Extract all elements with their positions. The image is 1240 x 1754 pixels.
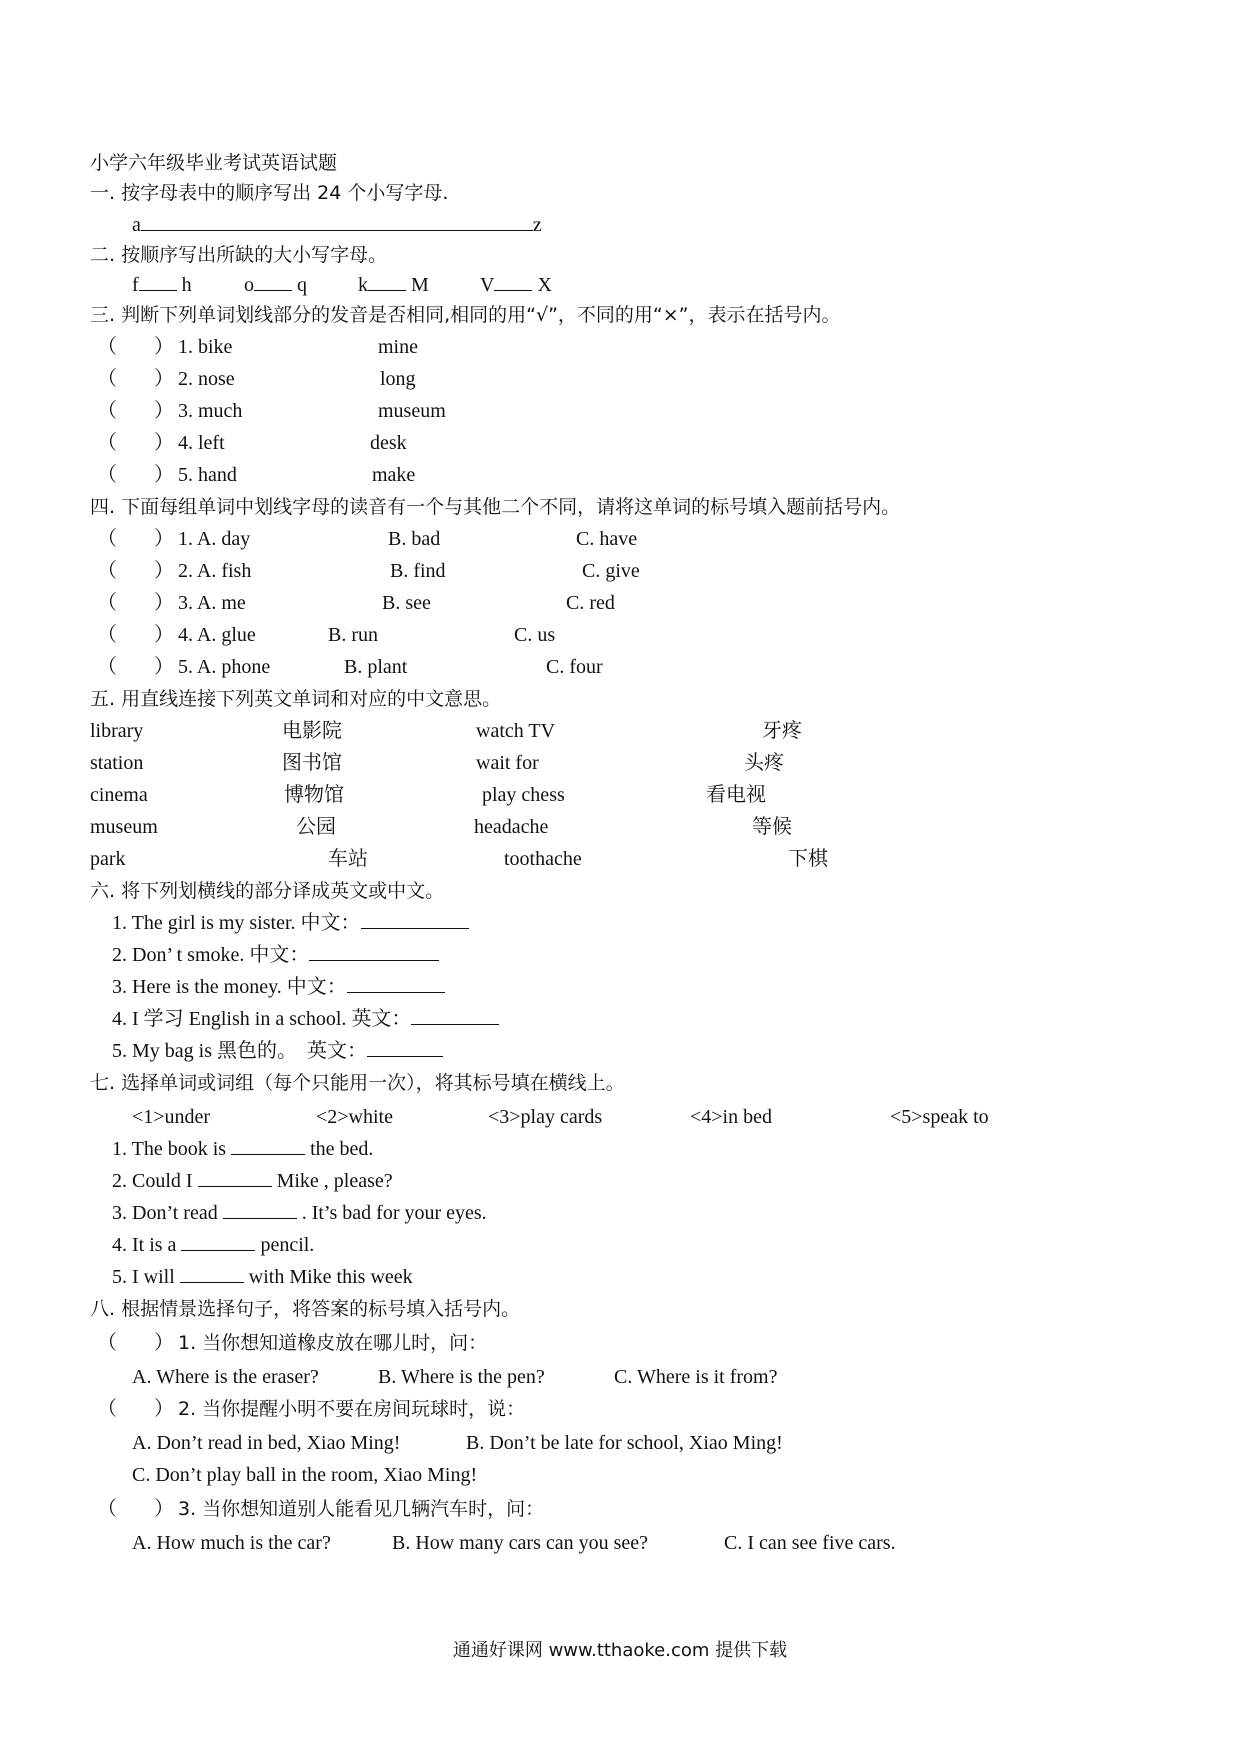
chinese-word[interactable]: 下棋 xyxy=(788,848,828,870)
alphabet-line xyxy=(132,212,542,238)
english-word[interactable]: wait for xyxy=(476,752,539,774)
page-footer: 通通好课网 www.tthaoke.com 提供下载 xyxy=(452,1640,788,1661)
word-option: <4>in bed xyxy=(690,1106,772,1128)
answer-blank[interactable] xyxy=(361,910,469,929)
answer-blank[interactable] xyxy=(309,942,439,961)
answer-option: C. Where is it from? xyxy=(614,1366,778,1388)
alphabet-start: a xyxy=(132,214,141,236)
section-8-heading: 八. 根据情景选择句子，将答案的标号填入括号内。 xyxy=(90,1298,521,1320)
paren-open[interactable]: （ xyxy=(97,400,117,422)
paren-open[interactable]: （ xyxy=(97,656,117,678)
translation-item xyxy=(112,974,445,1000)
english-word[interactable]: museum xyxy=(90,816,158,838)
paren-close: ） xyxy=(154,336,174,358)
option: C. red xyxy=(566,592,615,614)
chinese-word[interactable]: 电影院 xyxy=(282,720,342,742)
answer-option: A. How much is the car? xyxy=(132,1532,331,1554)
chinese-word[interactable]: 车站 xyxy=(328,848,368,870)
section-7-heading: 七. 选择单词或词组（每个只能用一次），将其标号填在横线上。 xyxy=(90,1072,625,1094)
alphabet-blank[interactable] xyxy=(141,212,533,231)
word-option: <3>play cards xyxy=(488,1106,603,1128)
option: 2. A. fish xyxy=(178,560,252,582)
letter-blank[interactable] xyxy=(139,272,177,291)
word: 2. nose xyxy=(178,368,235,390)
answer-option: C. Don’t play ball in the room, Xiao Ming! xyxy=(132,1464,478,1486)
word: desk xyxy=(370,432,407,454)
paren-close: ） xyxy=(154,656,174,678)
section-1-heading: 一. 按字母表中的顺序写出 24 个小写字母. xyxy=(90,182,449,204)
answer-option: B. How many cars can you see? xyxy=(392,1532,649,1554)
item-text: 5. I will xyxy=(112,1266,175,1288)
question: 3. 当你想知道别人能看见几辆汽车时，问： xyxy=(178,1498,545,1520)
missing-letter-item xyxy=(480,272,552,298)
letter-blank[interactable] xyxy=(494,272,532,291)
fill-item xyxy=(112,1168,393,1194)
answer-option: A. Don’t read in bed, Xiao Ming! xyxy=(132,1432,401,1454)
fill-item xyxy=(112,1232,314,1258)
answer-blank[interactable] xyxy=(181,1232,255,1251)
item-text: 4. It is a xyxy=(112,1234,177,1256)
translation-item xyxy=(112,1006,499,1032)
item-text: the bed. xyxy=(310,1138,374,1160)
chinese-word[interactable]: 牙疼 xyxy=(762,720,802,742)
option: 3. A. me xyxy=(178,592,246,614)
letter: k xyxy=(358,274,368,296)
word: 1. bike xyxy=(178,336,233,358)
letter: M xyxy=(411,274,429,296)
translation-item xyxy=(112,1038,443,1064)
word: mine xyxy=(378,336,418,358)
chinese-word[interactable]: 看电视 xyxy=(706,784,766,806)
chinese-word[interactable]: 博物馆 xyxy=(284,784,344,806)
question: 1. 当你想知道橡皮放在哪儿时，问： xyxy=(178,1332,488,1354)
page-title: 小学六年级毕业考试英语试题 xyxy=(90,152,338,174)
answer-option: B. Where is the pen? xyxy=(378,1366,545,1388)
chinese-word[interactable]: 图书馆 xyxy=(282,752,342,774)
item-text: with Mike this week xyxy=(248,1266,413,1288)
word: 4. left xyxy=(178,432,225,454)
paren-open[interactable]: （ xyxy=(97,528,117,550)
paren-close: ） xyxy=(154,368,174,390)
item-text: Mike , please? xyxy=(276,1170,393,1192)
answer-blank[interactable] xyxy=(180,1264,244,1283)
item-label: 英文： xyxy=(307,1040,367,1062)
option: B. run xyxy=(328,624,378,646)
word-option: <1>under xyxy=(132,1106,211,1128)
paren-close: ） xyxy=(154,560,174,582)
paren-open[interactable]: （ xyxy=(97,464,117,486)
translation-item xyxy=(112,942,439,968)
missing-letter-item xyxy=(358,272,429,298)
paren-close: ） xyxy=(154,400,174,422)
item-text: 1. The girl is my sister. xyxy=(112,912,296,934)
missing-letter-item xyxy=(244,272,307,298)
word: 3. much xyxy=(178,400,243,422)
item-text: 2. Don’ t smoke. xyxy=(112,944,245,966)
item-text: 4. I 学习 English in a school. xyxy=(112,1008,347,1030)
paren-open[interactable]: （ xyxy=(97,1332,117,1354)
paren-close: ） xyxy=(154,592,174,614)
letter: X xyxy=(537,274,552,296)
answer-blank[interactable] xyxy=(367,1038,443,1057)
word: museum xyxy=(378,400,446,422)
answer-blank[interactable] xyxy=(231,1136,305,1155)
paren-open[interactable]: （ xyxy=(97,592,117,614)
english-word[interactable]: play chess xyxy=(482,784,565,806)
paren-close: ） xyxy=(154,464,174,486)
option: C. have xyxy=(576,528,638,550)
word: long xyxy=(380,368,416,390)
answer-option: B. Don’t be late for school, Xiao Ming! xyxy=(466,1432,783,1454)
item-text: pencil. xyxy=(260,1234,315,1256)
section-6-heading: 六. 将下列划横线的部分译成英文或中文。 xyxy=(90,880,445,902)
word: make xyxy=(372,464,416,486)
section-5-heading: 五. 用直线连接下列英文单词和对应的中文意思。 xyxy=(90,688,502,710)
paren-open[interactable]: （ xyxy=(97,368,117,390)
item-text: 3. Don’t read xyxy=(112,1202,218,1224)
missing-letter-item xyxy=(132,272,192,298)
option: B. plant xyxy=(344,656,408,678)
alphabet-end: z xyxy=(532,214,542,236)
chinese-word[interactable]: 头疼 xyxy=(744,752,784,774)
answer-blank[interactable] xyxy=(411,1006,499,1025)
chinese-word[interactable]: 等候 xyxy=(752,816,792,838)
paren-open[interactable]: （ xyxy=(97,624,117,646)
section-4-heading: 四. 下面每组单词中划线字母的读音有一个与其他二个不同，请将这单词的标号填入题前括号内。 xyxy=(90,496,901,518)
fill-item xyxy=(112,1264,413,1290)
fill-item xyxy=(112,1200,487,1226)
answer-blank[interactable] xyxy=(223,1200,297,1219)
paren-open[interactable]: （ xyxy=(97,560,117,582)
item-text: 2. Could I xyxy=(112,1170,193,1192)
word: 5. hand xyxy=(178,464,237,486)
english-word[interactable]: park xyxy=(90,848,126,870)
option: C. give xyxy=(582,560,640,582)
paren-open[interactable]: （ xyxy=(97,1498,117,1520)
english-word[interactable]: station xyxy=(90,752,144,774)
translation-item xyxy=(112,910,469,936)
letter: f xyxy=(132,274,139,296)
item-text: 1. The book is xyxy=(112,1138,227,1160)
paren-close: ） xyxy=(154,624,174,646)
paren-close: ） xyxy=(154,1498,174,1520)
chinese-word[interactable]: 公园 xyxy=(296,816,336,838)
answer-blank[interactable] xyxy=(198,1168,272,1187)
item-label: 英文： xyxy=(351,1008,412,1030)
item-label: 中文： xyxy=(286,976,347,998)
item-label: 中文： xyxy=(300,912,361,934)
paren-close: ） xyxy=(154,432,174,454)
option: C. us xyxy=(514,624,556,646)
section-3-heading: 三. 判断下列单词划线部分的发音是否相同,相同的用“√”，不同的用“×”，表示在括号内。 xyxy=(90,304,841,326)
option: C. four xyxy=(546,656,603,678)
paren-open[interactable]: （ xyxy=(97,432,117,454)
option: B. bad xyxy=(388,528,441,550)
answer-option: C. I can see five cars. xyxy=(724,1532,896,1554)
letter: q xyxy=(297,274,307,296)
letter: V xyxy=(480,274,495,296)
paren-open[interactable]: （ xyxy=(97,1398,117,1420)
paren-close: ） xyxy=(154,528,174,550)
option: B. see xyxy=(382,592,431,614)
item-text: 3. Here is the money. xyxy=(112,976,282,998)
item-text: 5. My bag is 黑色的。 xyxy=(112,1040,297,1062)
option: 5. A. phone xyxy=(178,656,271,678)
section-2-heading: 二. 按顺序写出所缺的大小写字母。 xyxy=(90,244,388,266)
english-word[interactable]: toothache xyxy=(504,848,582,870)
english-word[interactable]: watch TV xyxy=(476,720,556,742)
letter-blank[interactable] xyxy=(254,272,292,291)
question: 2. 当你提醒小明不要在房间玩球时，说： xyxy=(178,1398,526,1420)
item-text: . It’s bad for your eyes. xyxy=(301,1202,487,1224)
fill-item xyxy=(112,1136,373,1162)
option: B. find xyxy=(390,560,446,582)
paren-close: ） xyxy=(154,1398,174,1420)
word-option: <2>white xyxy=(316,1106,393,1128)
english-word[interactable]: headache xyxy=(474,816,549,838)
item-label: 中文： xyxy=(249,944,310,966)
word-option: <5>speak to xyxy=(890,1106,989,1128)
paren-open[interactable]: （ xyxy=(97,336,117,358)
letter: h xyxy=(181,274,192,296)
paren-close: ） xyxy=(154,1332,174,1354)
letter: o xyxy=(244,274,254,296)
english-word[interactable]: cinema xyxy=(90,784,148,806)
english-word[interactable]: library xyxy=(90,720,144,742)
answer-option: A. Where is the eraser? xyxy=(132,1366,319,1388)
answer-blank[interactable] xyxy=(347,974,445,993)
letter-blank[interactable] xyxy=(368,272,406,291)
option: 1. A. day xyxy=(178,528,251,550)
option: 4. A. glue xyxy=(178,624,256,646)
